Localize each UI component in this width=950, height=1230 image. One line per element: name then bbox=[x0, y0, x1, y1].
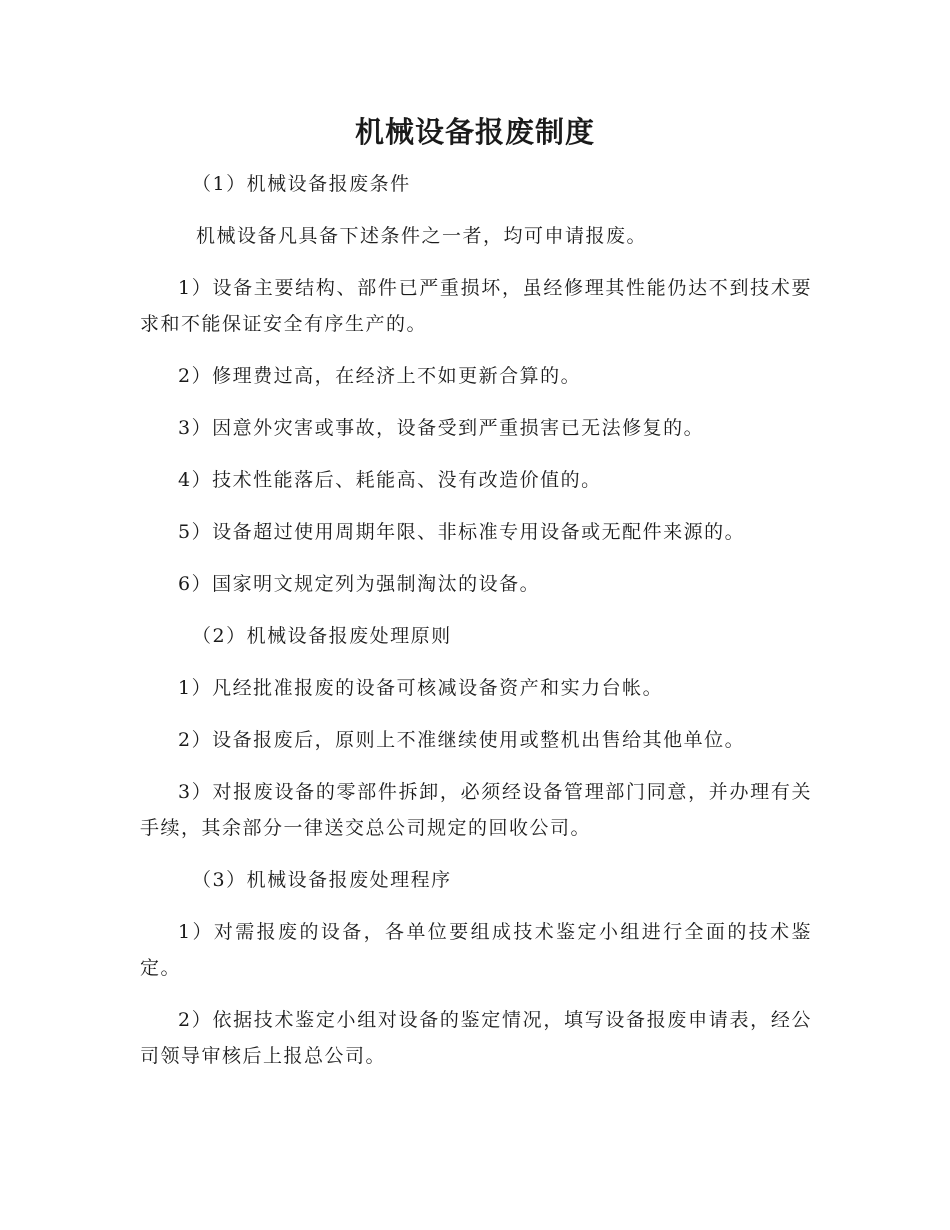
principle-item-2: 2）设备报废后，原则上不准继续使用或整机出售给其他单位。 bbox=[178, 729, 746, 751]
condition-item-1: 1）设备主要结构、部件已严重损坏，虽经修理其性能仍达不到技术要求和不能保证安全有序生产的。 bbox=[140, 277, 812, 335]
document-body bbox=[140, 166, 812, 1090]
condition-item-6: 6）国家明文规定列为强制淘汰的设备。 bbox=[178, 573, 541, 595]
principle-item-3: 3）对报废设备的零部件拆卸，必须经设备管理部门同意，并办理有关手续，其余部分一律送交总公司规定的回收公司。 bbox=[140, 781, 812, 839]
condition-item-2: 2）修理费过高，在经济上不如更新合算的。 bbox=[178, 365, 582, 387]
condition-item-4: 4）技术性能落后、耗能高、没有改造价值的。 bbox=[178, 469, 602, 491]
section-heading-1: （1）机械设备报废条件 bbox=[192, 173, 411, 195]
intro-paragraph: 机械设备凡具备下述条件之一者，均可申请报废。 bbox=[196, 225, 648, 247]
condition-item-5: 5）设备超过使用周期年限、非标准专用设备或无配件来源的。 bbox=[178, 521, 746, 543]
principle-item-1: 1）凡经批准报废的设备可核减设备资产和实力台帐。 bbox=[178, 677, 664, 699]
document-title: 机械设备报废制度 bbox=[354, 115, 595, 149]
procedure-item-2: 2）依据技术鉴定小组对设备的鉴定情况，填写设备报废申请表，经公司领导审核后上报总公司。 bbox=[140, 1009, 812, 1067]
section-heading-3: （3）机械设备报废处理程序 bbox=[192, 869, 452, 891]
section-heading-2: （2）机械设备报废处理原则 bbox=[192, 625, 452, 647]
condition-item-3: 3）因意外灾害或事故，设备受到严重损害已无法修复的。 bbox=[178, 417, 705, 439]
procedure-item-1: 1）对需报废的设备，各单位要组成技术鉴定小组进行全面的技术鉴定。 bbox=[140, 921, 812, 979]
